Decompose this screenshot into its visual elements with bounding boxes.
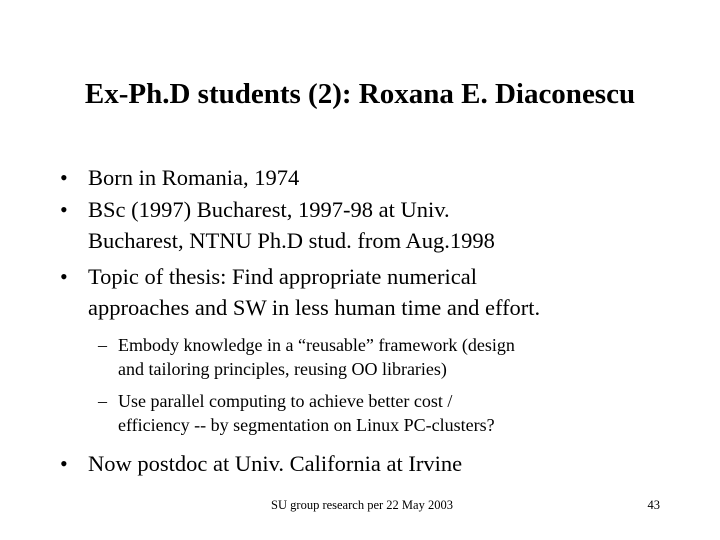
sub-list-item-text-continued: efficiency -- by segmentation on Linux PC-clusters? [118, 415, 495, 435]
sub-list-item-text: Use parallel computing to achieve better cost / [118, 391, 453, 411]
bullet-marker: • [60, 197, 68, 222]
list-item-text: Now postdoc at Univ. California at Irvine [88, 451, 463, 476]
bullet-marker: • [60, 165, 68, 190]
sub-list-item-text-continued: and tailoring principles, reusing OO libraries) [118, 359, 447, 379]
bullet-marker: • [60, 451, 68, 476]
page-number: 43 [647, 498, 660, 512]
slide-title: Ex-Ph.D students (2): Roxana E. Diaconescu [84, 78, 636, 110]
bullet-marker: • [60, 264, 68, 289]
dash-marker: – [98, 335, 107, 355]
list-item-text: Topic of thesis: Find appropriate numerical [88, 264, 477, 289]
list-item-text-continued: approaches and SW in less human time and effort. [88, 295, 541, 320]
list-item-text: Born in Romania, 1974 [88, 165, 300, 190]
dash-marker: – [98, 391, 107, 411]
footer-text: SU group research per 22 May 2003 [271, 498, 453, 512]
sub-list-item-text: Embody knowledge in a “reusable” framework (design [118, 335, 515, 355]
list-item-text-continued: Bucharest, NTNU Ph.D stud. from Aug.1998 [88, 228, 495, 253]
list-item-text: BSc (1997) Bucharest, 1997-98 at Univ. [88, 197, 450, 222]
